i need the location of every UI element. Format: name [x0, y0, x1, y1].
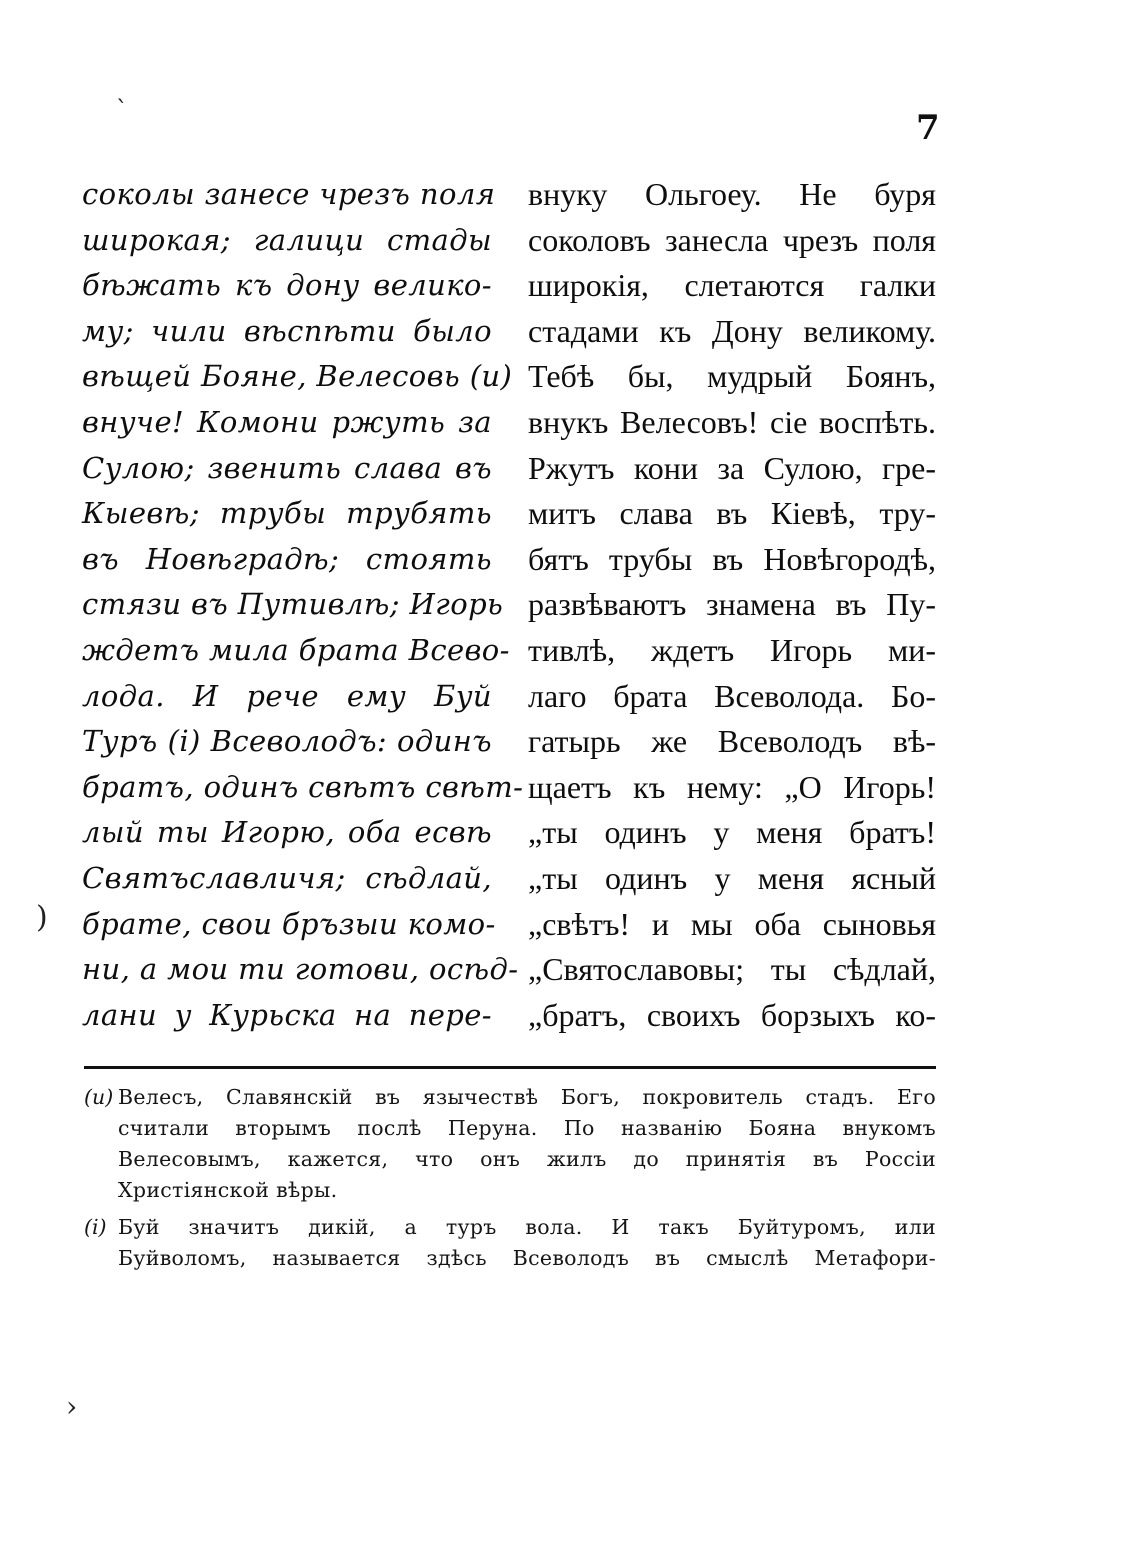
footnote-line: Велесъ, Славянскій въ язычествѣ Богъ, покровитель стадъ. Его: [118, 1085, 936, 1109]
footnote-line: Христіянской вѣры.: [118, 1178, 338, 1202]
footnote-marker: (и): [84, 1085, 114, 1109]
text-line: „ты одинъ у меня братъ!: [528, 814, 936, 851]
text-line: бѣжать къ дону велико-: [82, 268, 492, 303]
text-line: Сулою; звенить слава въ: [82, 450, 492, 485]
text-line: щаетъ къ нему: „О Игорь!: [528, 768, 936, 805]
text-line: митъ слава въ Кіевѣ, тру-: [528, 495, 936, 532]
text-line: брате, свои бръзыи комо-: [82, 906, 496, 941]
old-russian-text-column: [82, 172, 524, 1038]
margin-mark: ): [36, 900, 48, 935]
footnote-divider: [84, 1066, 936, 1069]
footnote-marker: (і): [84, 1215, 107, 1239]
text-line: Тебѣ бы, мудрый Боянъ,: [528, 358, 936, 395]
footnote-line: Буйволомъ, называется здѣсь Всеволодъ въ смыслѣ Метафори-: [118, 1246, 936, 1270]
text-line: бятъ трубы въ Новѣгородѣ,: [528, 540, 936, 577]
footnote-line: считали вторымъ послѣ Перуна. По названію Бояна внукомъ: [118, 1116, 936, 1140]
text-line: соколы занесе чрезъ поля: [82, 177, 496, 211]
text-line: „свѣтъ! и мы оба сыновья: [528, 905, 936, 942]
page-number: 7: [916, 108, 940, 148]
text-line: „ты одинъ у меня ясный: [528, 859, 936, 896]
text-line: внуче! Комони ржуть за: [82, 404, 492, 439]
footnote: [84, 1082, 936, 1206]
text-line: Туръ (і) Всеволодъ: одинъ: [82, 724, 492, 759]
text-line: ждетъ мила брата Всево-: [82, 632, 510, 667]
footnote-body: [118, 1082, 936, 1206]
text-line: внуку Ольгоеу. Не буря: [528, 176, 936, 212]
text-line: стадами къ Дону великому.: [528, 312, 936, 349]
translation-text-column: [528, 172, 936, 1038]
text-line: ни, а мои ти готови, осѣд-: [82, 952, 519, 987]
footnote-line: Буй значитъ дикій, а туръ вола. И такъ Буйтуромъ, или: [118, 1215, 936, 1239]
text-line: развѣваютъ знамена въ Пу-: [528, 586, 936, 623]
text-line: тивлѣ, ждетъ Игорь ми-: [528, 631, 936, 668]
text-line: „братъ, своихъ борзыхъ ко-: [528, 996, 936, 1033]
text-line: гатырь же Всеволодъ вѣ-: [528, 723, 936, 760]
text-line: широкая; галици стады: [82, 222, 492, 257]
text-line: братъ, одинъ свѣтъ свѣт-: [82, 769, 524, 804]
text-line: лода. И рече ему Буй: [82, 678, 492, 713]
text-line: Святъславличя; сѣдлай,: [82, 860, 492, 895]
footnote-line: Велесовымъ, кажется, что онъ жилъ до принятія въ Россіи: [118, 1147, 936, 1171]
text-line: му; чили вѣспѣти было: [82, 313, 492, 348]
ink-speck: ˋ: [116, 96, 128, 124]
text-line: лаго брата Всеволода. Бо-: [528, 677, 936, 714]
footnote: [84, 1212, 936, 1274]
text-line: лый ты Игорю, оба есвѣ: [82, 815, 492, 850]
text-line: внукъ Велесовъ! сіе воспѣть.: [528, 403, 936, 440]
text-line: „Святославовы; ты сѣдлай,: [528, 951, 936, 988]
text-line: стязи въ Путивлѣ; Игорь: [82, 587, 504, 622]
text-line: широкія, слетаются галки: [528, 267, 936, 304]
text-line: Кыевѣ; трубы трубять: [82, 496, 492, 531]
text-line: Ржутъ кони за Сулою, гре-: [528, 449, 936, 486]
footnote-body: [118, 1212, 936, 1274]
footnotes: [84, 1082, 936, 1280]
text-line: соколовъ занесла чрезъ поля: [528, 221, 936, 258]
margin-mark: ›: [66, 1390, 78, 1423]
text-line: лани у Курьска на пере-: [82, 997, 492, 1032]
text-line: въ Новѣградѣ; стоять: [82, 541, 492, 576]
text-line: вѣщей Бояне, Велесовь (и): [82, 359, 513, 394]
